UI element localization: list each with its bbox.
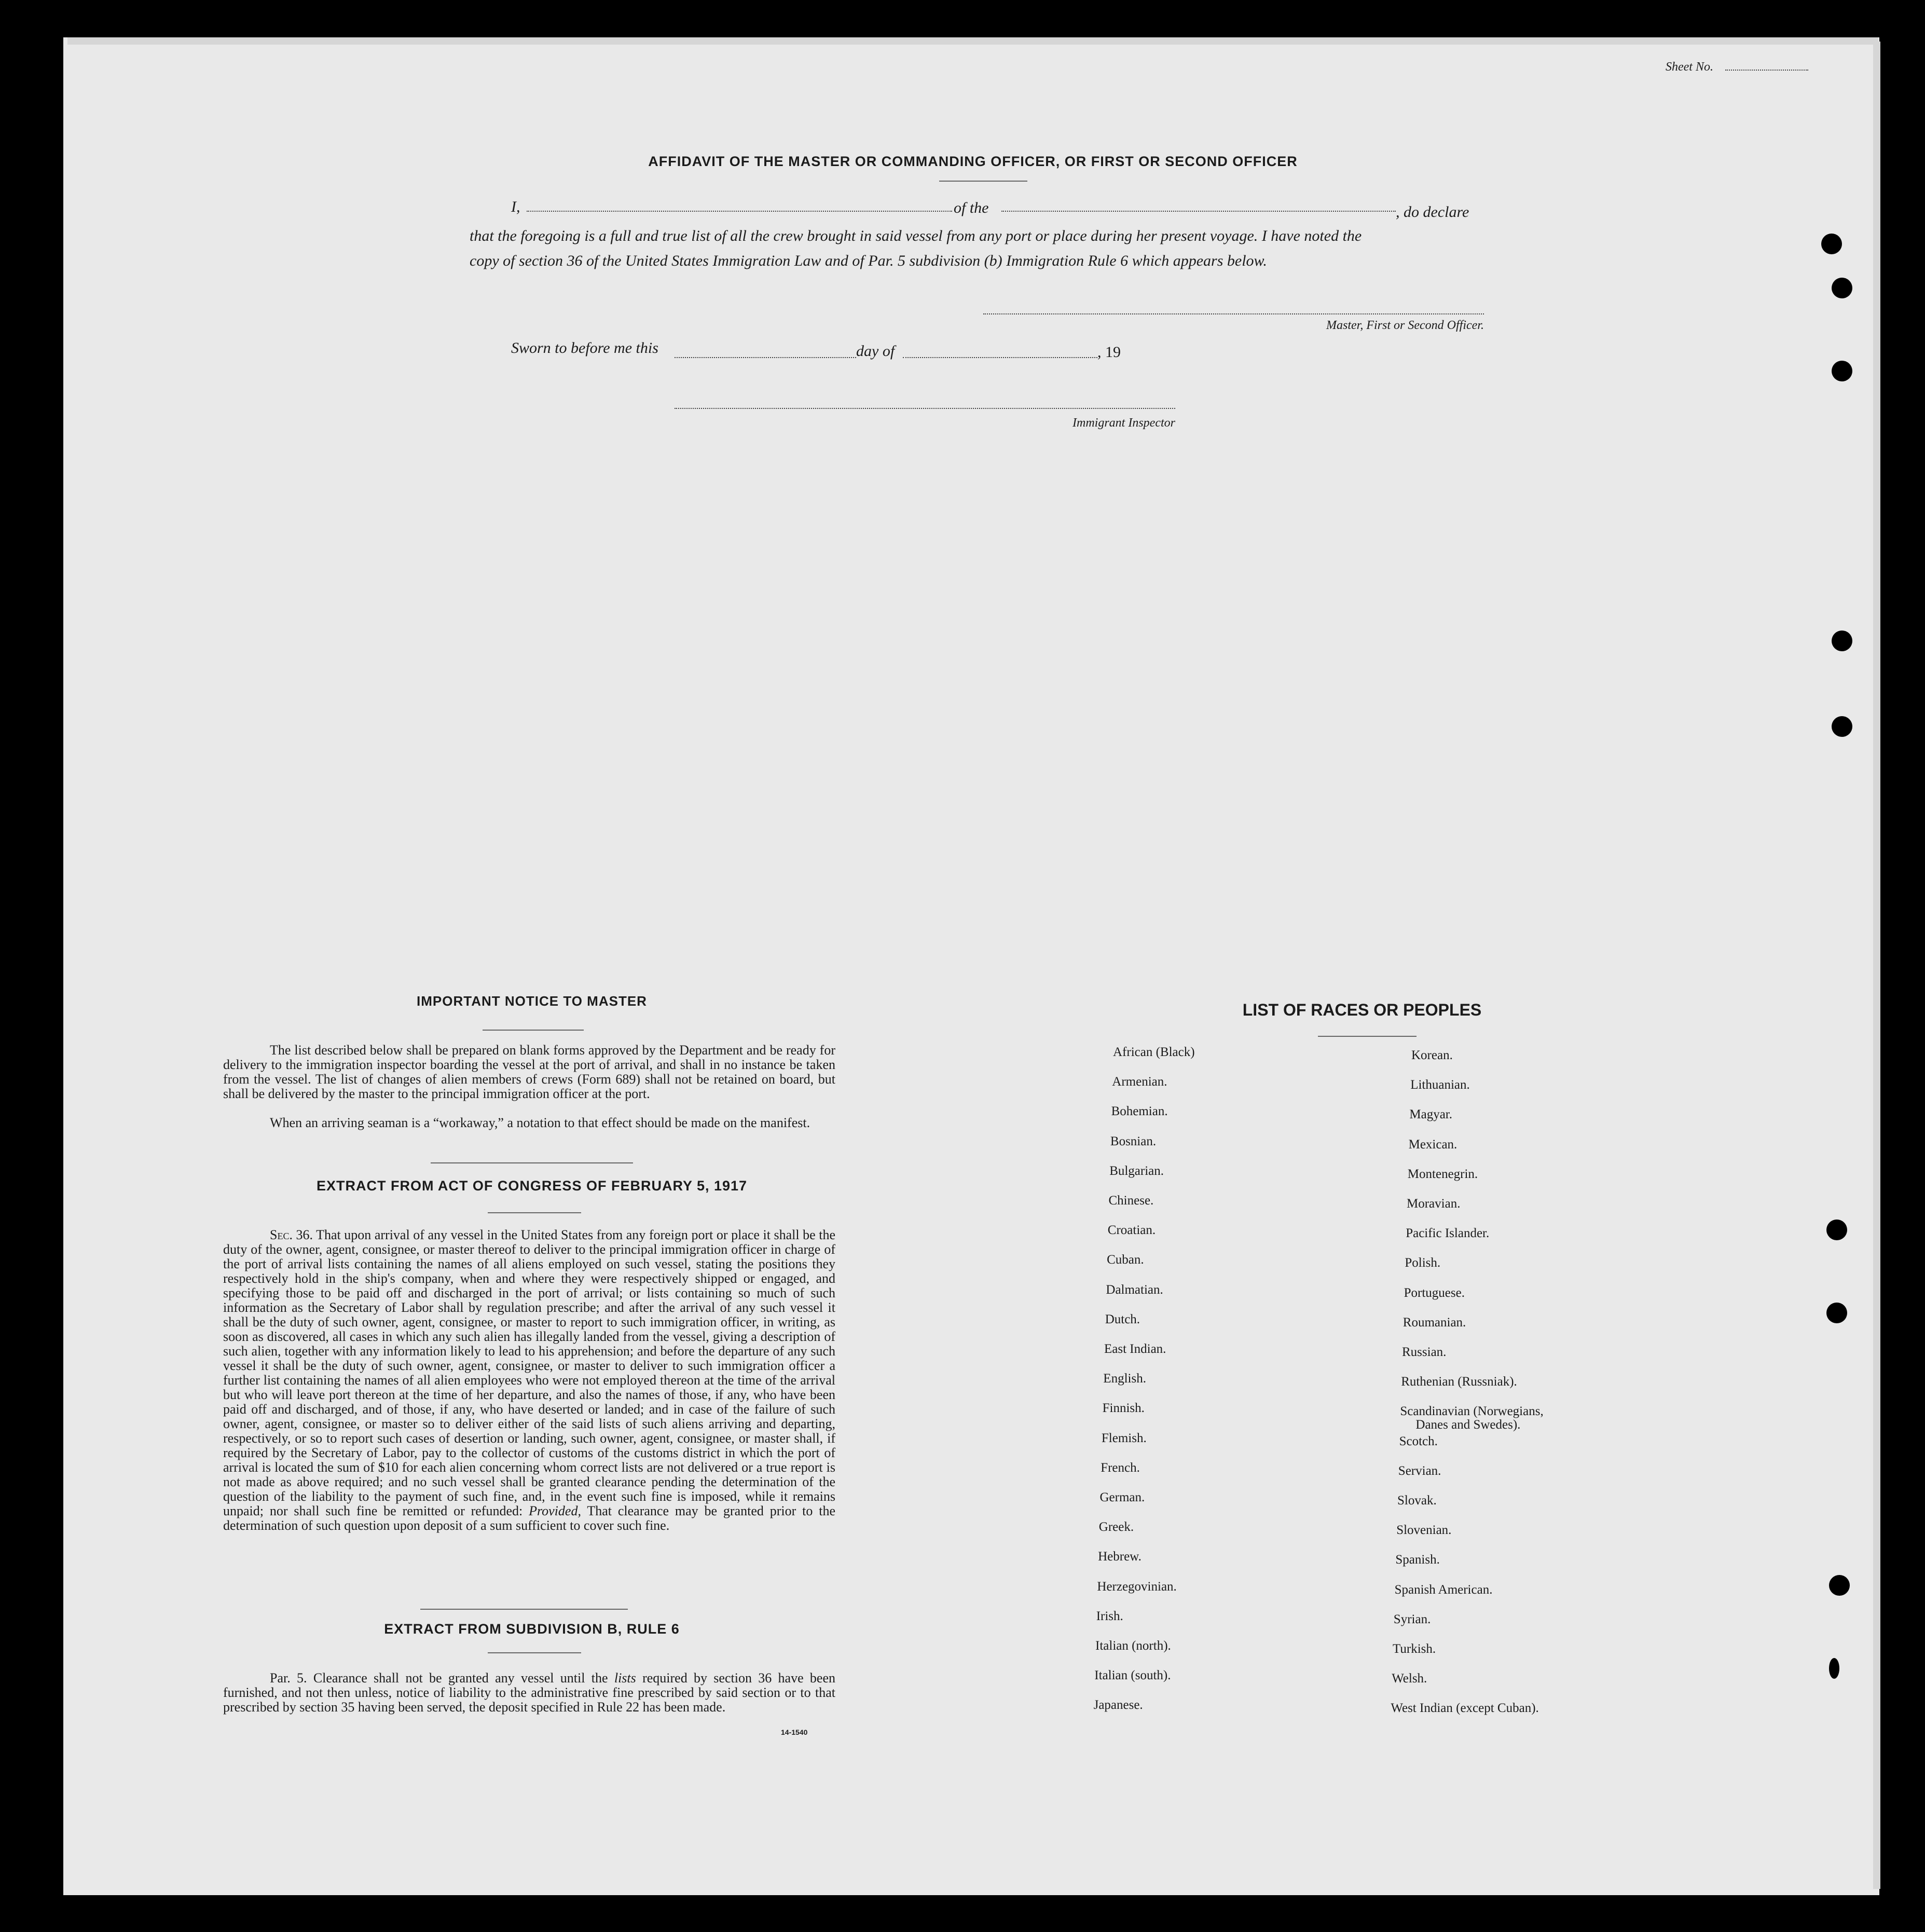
punch-hole — [1832, 361, 1852, 381]
of-the-label: of the — [954, 199, 989, 216]
affiant-label: I, — [511, 198, 520, 215]
punch-hole — [1832, 278, 1852, 298]
extract-act-title-rule — [488, 1212, 581, 1213]
races-title-rule — [1318, 1036, 1417, 1037]
race-item: Chinese. — [1108, 1194, 1154, 1208]
punch-hole — [1821, 234, 1842, 254]
notice-title-rule — [483, 1030, 584, 1031]
race-item: Servian. — [1398, 1463, 1441, 1478]
page-edge-right — [1873, 42, 1880, 1889]
race-item: Slovenian. — [1396, 1523, 1452, 1538]
rule-text-b: required by section 36 have been furnished, and not then unless, notice of liability to the administrative fine prescribed by said section or to that prescribed by section 35 having been served, the deposit specified in Rule 22 has been made. — [223, 1670, 836, 1715]
race-item: West Indian (except Cuban). — [1391, 1701, 1539, 1716]
punch-hole — [1829, 1658, 1839, 1679]
race-item: Herzegovinian. — [1097, 1579, 1177, 1594]
inspector-signature-label: Immigrant Inspector — [1072, 416, 1175, 430]
race-item: Polish. — [1405, 1256, 1441, 1270]
day-of-label: day of — [856, 342, 895, 360]
race-item: Greek. — [1098, 1520, 1134, 1534]
sworn-month-field[interactable] — [903, 357, 1097, 358]
rule-text-a: Par. 5. Clearance shall not be granted any vessel until the — [270, 1670, 608, 1686]
race-item: Bulgarian. — [1109, 1163, 1164, 1178]
sheet-number-field[interactable] — [1725, 70, 1808, 71]
page-edge-top — [67, 37, 1878, 45]
master-signature-label: Master, First or Second Officer. — [1326, 319, 1484, 332]
extract-rule-body — [223, 1671, 835, 1715]
extract-act-text-end: That clearance may be granted prior to the determination of such question upon deposit of a sum sufficient to cover such fine. — [223, 1503, 835, 1533]
vessel-name-field[interactable] — [1001, 211, 1396, 212]
inspector-signature-field[interactable] — [675, 408, 1175, 409]
punch-hole — [1829, 1575, 1850, 1596]
master-signature-field[interactable] — [983, 313, 1484, 314]
race-item: Ruthenian (Russniak). — [1401, 1375, 1517, 1389]
race-item: East Indian. — [1104, 1342, 1166, 1356]
race-item: Bosnian. — [1110, 1134, 1157, 1148]
race-item: Lithuanian. — [1410, 1078, 1470, 1092]
race-item-continuation: Danes and Swedes). — [1415, 1418, 1521, 1432]
race-item: Armenian. — [1112, 1075, 1167, 1089]
sworn-label: Sworn to before me this — [511, 339, 658, 357]
affidavit-line-3: copy of section 36 of the United States Immigration Law and of Par. 5 subdivision (b) Immigration Rule 6 which appears below. — [470, 252, 1267, 269]
race-item: Dalmatian. — [1106, 1282, 1163, 1297]
race-item: Montenegrin. — [1407, 1167, 1478, 1181]
race-item: Slovak. — [1397, 1493, 1437, 1508]
lists-word: lists — [614, 1670, 636, 1686]
form-number: 14-1540 — [781, 1728, 808, 1736]
race-item: Italian (south). — [1094, 1668, 1171, 1683]
section-divider — [420, 1609, 628, 1610]
race-item: Portuguese. — [1404, 1285, 1465, 1300]
race-item: Magyar. — [1409, 1107, 1453, 1122]
section-divider — [431, 1162, 633, 1163]
year-label: , 19 — [1097, 344, 1121, 361]
race-item: African (Black) — [1113, 1045, 1195, 1059]
race-item: Pacific Islander. — [1406, 1226, 1490, 1241]
race-item: Spanish. — [1395, 1553, 1440, 1567]
race-item: Croatian. — [1107, 1223, 1156, 1238]
sec-label: Sec. — [270, 1227, 293, 1242]
race-item: Korean. — [1411, 1048, 1453, 1062]
race-item: Welsh. — [1392, 1671, 1427, 1686]
do-declare-label: , do declare — [1396, 203, 1469, 221]
affiant-name-field[interactable] — [527, 211, 952, 212]
provided-word: Provided, — [529, 1503, 581, 1518]
race-item: Russian. — [1402, 1345, 1447, 1359]
notice-paragraph-1: The list described below shall be prepared on blank forms approved by the Department and be ready for delivery to the immigration inspector boarding the vessel at the port of arrival, and shall in no instance be taken from the vessel. The list of changes of alien members of crews (Form 689) shall not be retained on board, but shall be delivered by the master to the principal immigration officer at the port. — [223, 1043, 835, 1101]
extract-act-text: 36. That upon arrival of any vessel in the United States from any foreign port or place it shall be the duty of the owner, agent, consignee, or master thereof to deliver to the principal immigration officer in charge of the port of arrival lists containing the names of all aliens employed on such vessel, stating the positions they respectively hold in the ship's company, when and where they were respectively shipped or engaged, and specifying those to be paid off and discharged in the port of arrival; or lists containing so much of such information as the Secretary of Labor shall by regulation prescribe; and after the arrival of any such vessel it shall be the duty of such owner, agent, consignee, or master to report to such immigration officer, in writing, as soon as discovered, all cases in which any such alien has illegally landed from the vessel, giving a description of such alien, together with any information likely to lead to his apprehension; and before the departure of any such vessel it shall be the duty of such owner, agent, consignee, or master to deliver to such immigration officer a further list containing the names of all alien employees who were not employed thereon at the time of the arrival but who will leave port thereon at the time of her departure, and also the names of those, if any, who have been paid off and discharged, and of those, if any, who have deserted or landed; and in case of the failure of such owner, agent, consignee, or master so to deliver either of the said lists of such aliens arriving and departing, respectively, or so to report such cases of desertion or landing, such owner, agent, consignee, or master shall, if required by the Secretary of Labor, pay to the collector of customs of the customs district in which the port of arrival is located the sum of $10 for each alien concerning whom correct lists are not delivered or a true report is not made as above required; and no such vessel shall be granted clearance pending the determination of the question of the liability to the payment of such fine, and, in the event such fine is imposed, while it remains unpaid; nor shall such fine be remitted or refunded: — [223, 1227, 836, 1518]
race-item: Bohemian. — [1111, 1104, 1168, 1119]
sworn-day-field[interactable] — [675, 357, 856, 358]
notice-paragraph-2: When an arriving seaman is a “workaway,” a notation to that effect should be made on the manifest. — [270, 1115, 810, 1130]
punch-hole — [1826, 1303, 1847, 1323]
races-title: LIST OF RACES OR PEOPLES — [1242, 1001, 1482, 1019]
race-item: German. — [1099, 1490, 1145, 1504]
race-item: Spanish American. — [1394, 1582, 1493, 1597]
race-item: French. — [1101, 1460, 1140, 1475]
extract-act-title: EXTRACT FROM ACT OF CONGRESS OF FEBRUARY 5, 1917 — [316, 1178, 748, 1194]
race-item: Hebrew. — [1098, 1550, 1142, 1564]
race-item: Moravian. — [1407, 1197, 1461, 1211]
extract-rule-title-rule — [488, 1652, 581, 1653]
race-item: Syrian. — [1393, 1612, 1431, 1626]
race-item: Turkish. — [1393, 1642, 1436, 1656]
race-item: Japanese. — [1093, 1698, 1143, 1712]
punch-hole — [1826, 1220, 1847, 1240]
sheet-number-label: Sheet No. — [1666, 60, 1713, 74]
race-item: Scandinavian (Norwegians, — [1400, 1404, 1544, 1419]
race-item: Dutch. — [1105, 1312, 1140, 1326]
race-item: Mexican. — [1408, 1137, 1458, 1152]
extract-act-body — [223, 1228, 835, 1533]
race-item: Cuban. — [1107, 1253, 1144, 1267]
race-item: Finnish. — [1102, 1401, 1145, 1416]
race-item: Roumanian. — [1402, 1315, 1466, 1330]
affidavit-title: AFFIDAVIT OF THE MASTER OR COMMANDING OFFICER, OR FIRST OR SECOND OFFICER — [648, 154, 1298, 169]
race-item: Irish. — [1096, 1609, 1123, 1623]
affidavit-line-2: that the foregoing is a full and true list of all the crew brought in said vessel from any port or place during her present voyage. I have noted the — [470, 227, 1362, 244]
race-item: English. — [1103, 1372, 1146, 1386]
affidavit-title-rule — [939, 181, 1027, 182]
notice-title: IMPORTANT NOTICE TO MASTER — [417, 993, 647, 1009]
race-item: Italian (north). — [1095, 1639, 1171, 1653]
form-sheet — [63, 37, 1879, 1895]
race-item: Flemish. — [1101, 1431, 1147, 1445]
race-item: Scotch. — [1399, 1434, 1438, 1448]
punch-hole — [1832, 631, 1852, 651]
punch-hole — [1832, 716, 1852, 737]
extract-rule-title: EXTRACT FROM SUBDIVISION B, RULE 6 — [384, 1621, 680, 1637]
